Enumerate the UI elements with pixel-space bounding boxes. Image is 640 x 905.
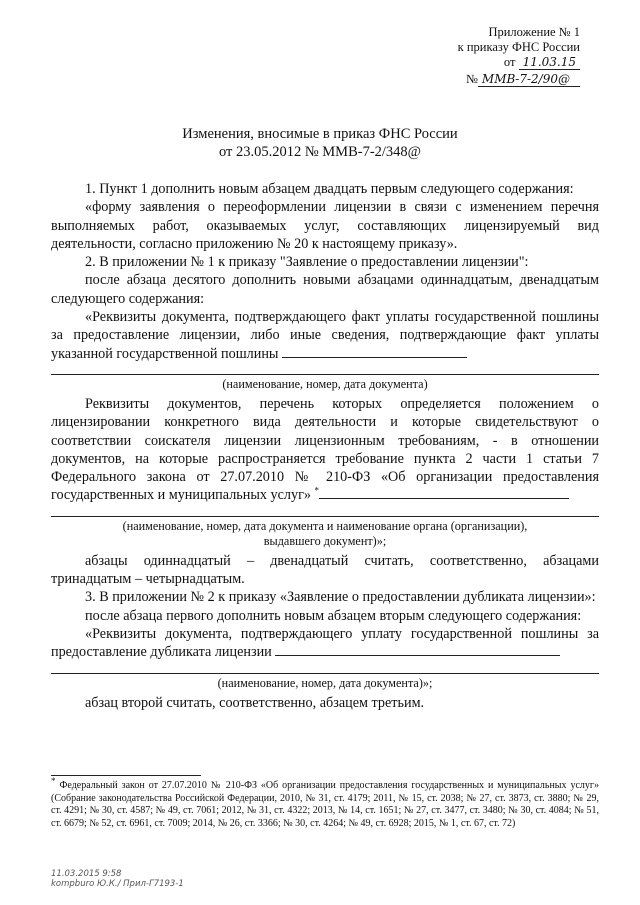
appendix-header [410, 25, 580, 87]
handwritten-date: 11.03.15 [519, 55, 580, 70]
caption-2-line-1: (наименование, номер, дата документа и наименование органа (организации), [122, 518, 528, 533]
title-line-1: Изменения, вносимые в приказ ФНС России [182, 126, 458, 142]
paragraph-5-text: «Реквизиты документа, подтверждающего факт уплаты государственной пошлины за предоставление лицензии, либо иные сведения, подтверждающие факт уплаты указанной государственной пошлины [51, 309, 599, 362]
print-stamp [51, 869, 184, 889]
footnote-ref: * [314, 485, 320, 496]
paragraph-9: после абзаца первого дополнить новым абзацем вторым следующего содержания: [85, 607, 582, 624]
paragraph-10-text: «Реквизиты документа, подтверждающего уплату государственной пошлины за предоставление дубликата лицензии [51, 625, 599, 661]
paragraph-11: абзац второй считать, соответственно, абзацем третьим. [85, 694, 425, 711]
footnote-text: Федеральный закон от 27.07.2010 № 210-ФЗ «Об организации предоставления государственных и муниципальных услуг» (Собрание законодательства Российской Федерации, 2010, № 31, ст. 4179; 2011, № 15, ст. 2038; № 27, ст. 3873, ст. 3880; № 29, ст. 4291; № 30, ст. 4587; № 49, ст. 7061; 2012, № 31, ст. 4322; 2013, № 14, ст. 1651; № 27, ст. 3477, ст. 3480; № 30, ст. 4084; № 51, ст. 6679; № 52, ст. 6961, ст. 7009; 2014, № 26, ст. 3366; № 30, ст. 4264; № 49, ст. 6928; 2015, № 1, ст. 67, ст. 72) [51, 780, 599, 829]
paragraph-1: 1. Пункт 1 дополнить новым абзацем двадцать первым следующего содержания: [85, 181, 574, 197]
caption-2-line-2: выдавшего документ)»; [263, 533, 387, 548]
date-prefix: от [503, 55, 516, 69]
paragraph-7: абзацы одиннадцатый – двенадцатый считать, соответственно, абзацами тринадцатым – четырнадцатым. [51, 552, 599, 588]
caption-2 [51, 519, 599, 549]
appendix-date-line [410, 55, 580, 70]
fill-line [319, 486, 569, 499]
paragraph-8: 3. В приложении № 2 к приказу «Заявление о предоставлении дубликата лицензии»: [85, 589, 596, 606]
title-line-2: от 23.05.2012 № ММВ-7-2/348@ [218, 144, 422, 160]
footnote-separator [51, 775, 201, 776]
paragraph-5 [51, 308, 599, 363]
stamp-file: kompburo Ю.К./ Прил-Г7193-1 [51, 879, 184, 889]
appendix-number-line [410, 72, 580, 87]
fill-line-full [51, 363, 599, 375]
fill-line [275, 643, 560, 656]
paragraph-10 [51, 625, 599, 662]
fill-line-full [51, 505, 599, 517]
caption-3: (наименование, номер, дата документа)»; [217, 675, 433, 690]
paragraph-2: «форму заявления о переоформлении лицензии в связи с изменением перечня выполняемых работ, оказываемых услуг, составляющих лицензируемый вид деятельности, согласно приложению № 20 к настоящему приказу». [51, 199, 599, 252]
fill-line [282, 345, 467, 358]
paragraph-6 [51, 395, 599, 505]
number-prefix: № [465, 72, 478, 86]
footnote [51, 775, 599, 830]
paragraph-4: после абзаца десятого дополнить новыми абзацами одиннадцатым, двенадцатым следующего содержания: [51, 272, 599, 307]
footnote-mark: * [51, 775, 56, 786]
paragraph-6-text: Реквизиты документов, перечень которых определяется положением о лицензировании конкретного вида деятельности и которые свидетельствуют о соответствии соискателя лицензии лицензионным требованиям, - в отношении документов, на которые распространяется требование пункта 2 части 1 статьи 7 Федерального закона от 27.07.2010 № 210-ФЗ «Об организации предоставления государственных и муниципальных услуг» [51, 395, 599, 504]
handwritten-number: ММВ-7-2/90@ [478, 72, 580, 87]
appendix-order-ref: к приказу ФНС России [457, 40, 580, 54]
caption-1: (наименование, номер, дата документа) [222, 376, 428, 391]
appendix-number: Приложение № 1 [488, 25, 580, 39]
document-title [0, 125, 640, 161]
document-body [51, 180, 599, 712]
stamp-date: 11.03.2015 9:58 [51, 869, 122, 879]
fill-line-full [51, 662, 599, 674]
paragraph-3: 2. В приложении № 1 к приказу "Заявление о предоставлении лицензии": [85, 254, 529, 271]
